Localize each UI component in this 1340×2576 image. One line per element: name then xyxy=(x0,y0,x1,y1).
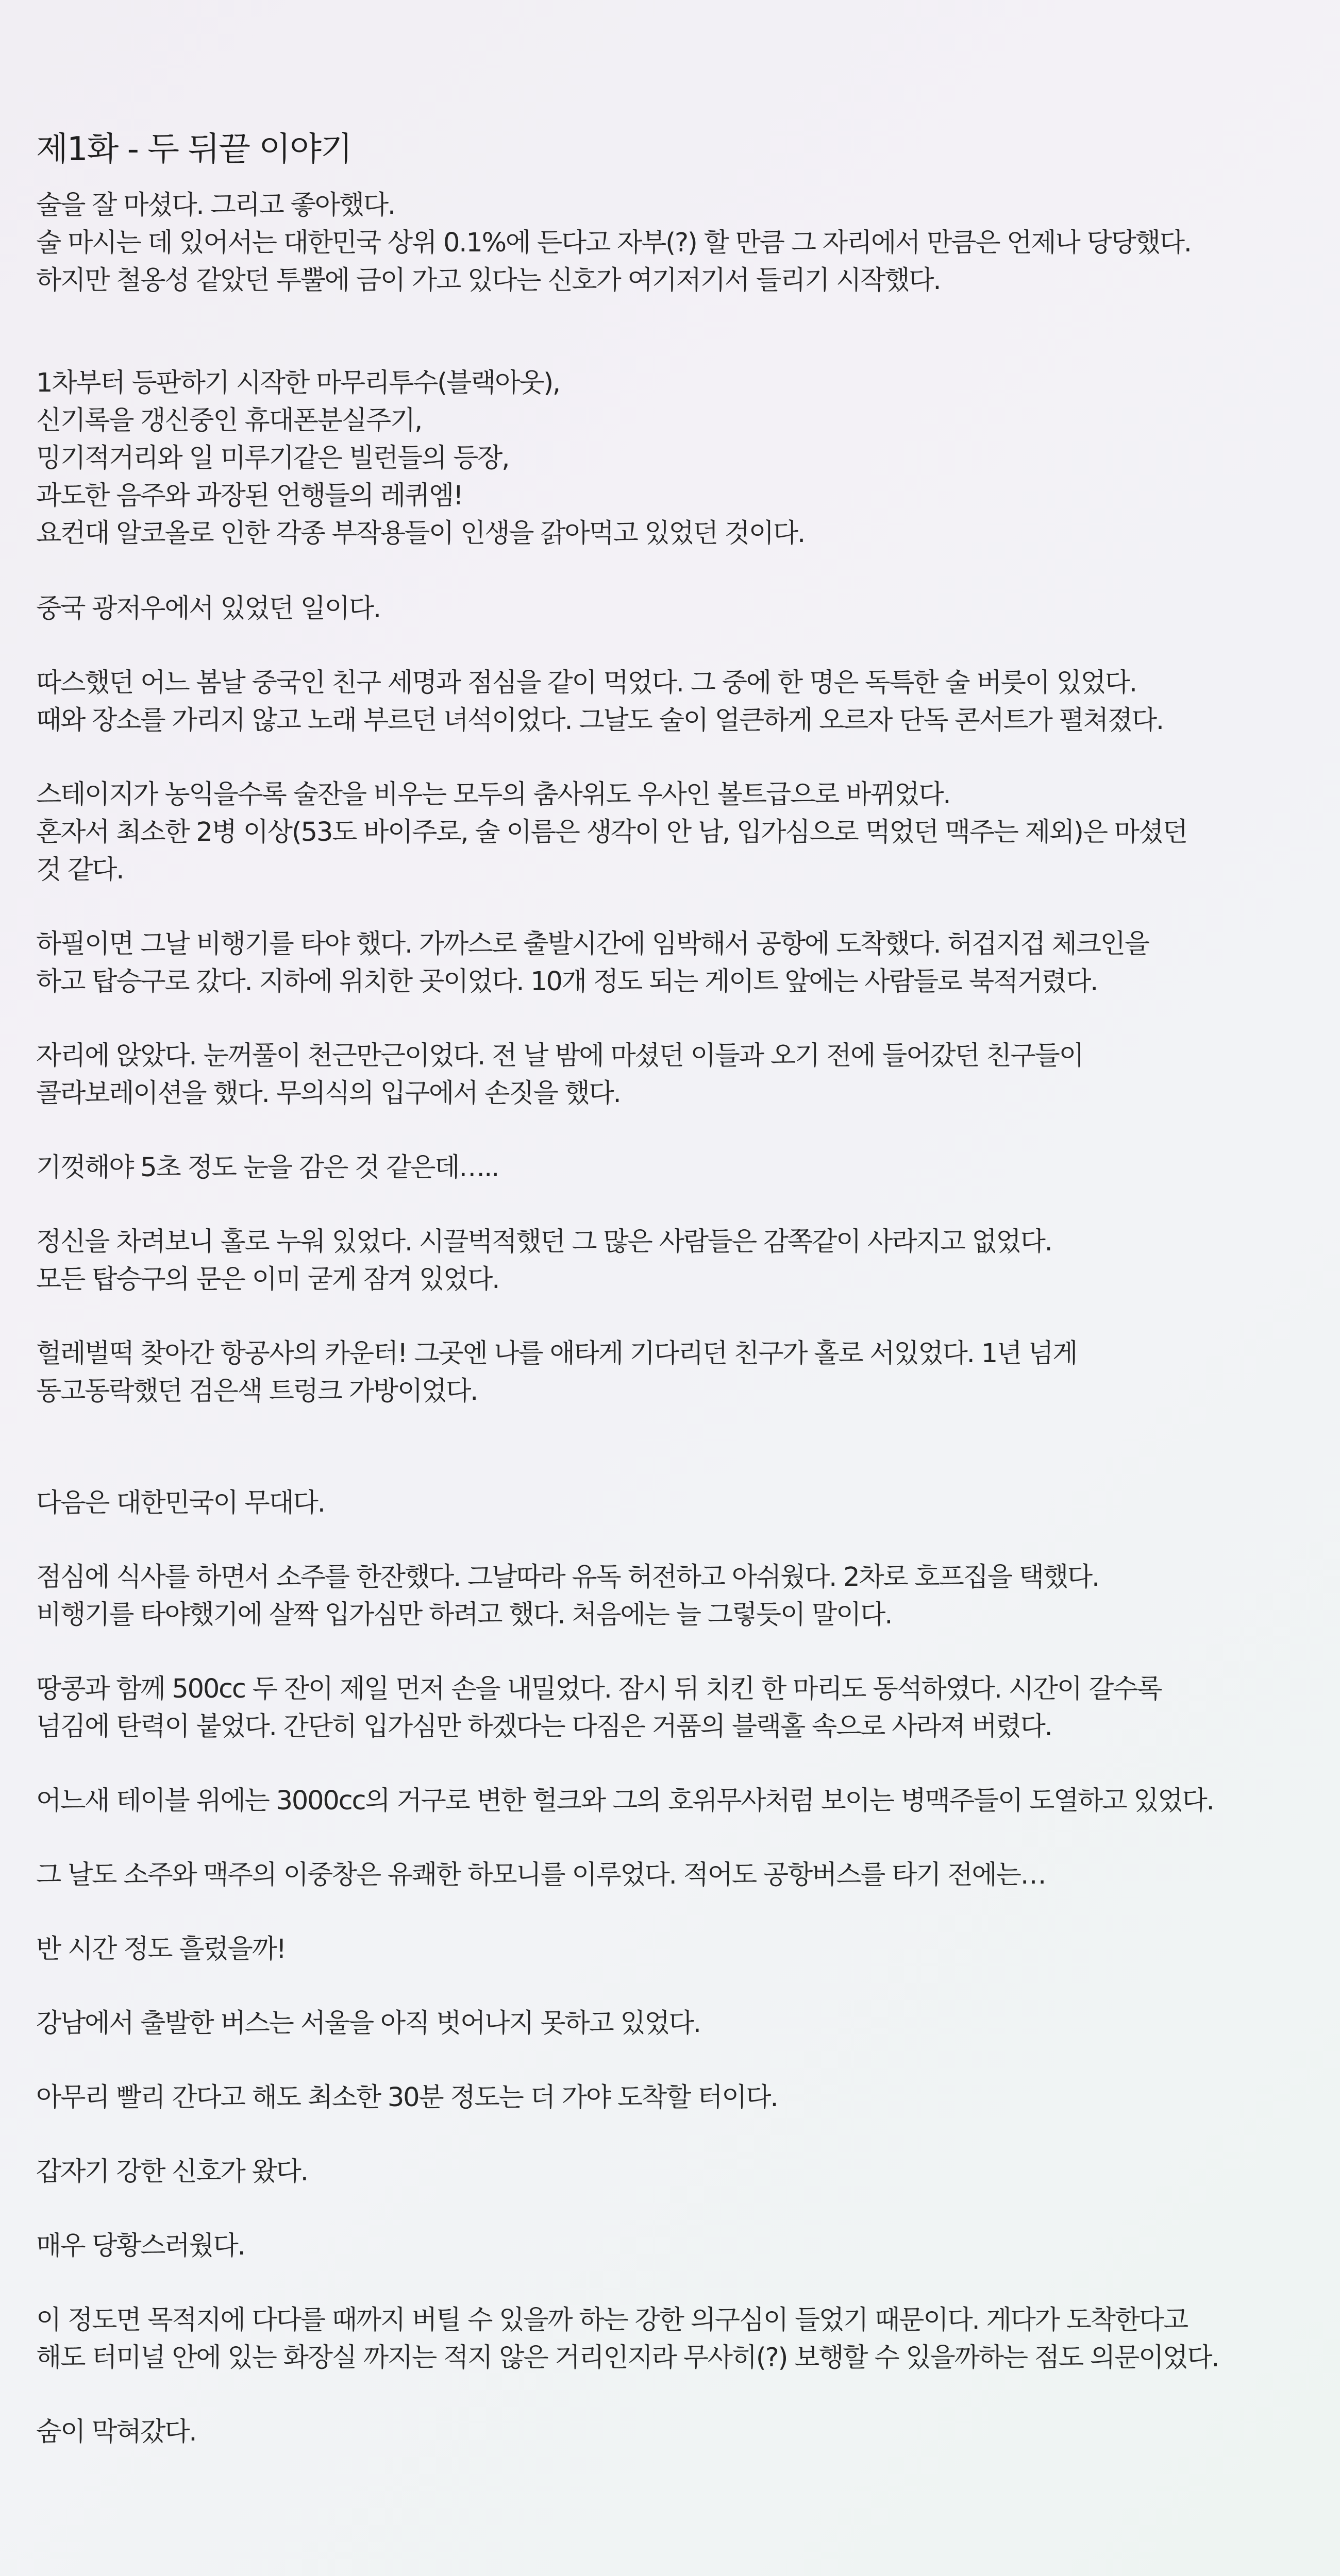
paragraph xyxy=(36,1670,1304,1745)
text-line: 따스했던 어느 봄날 중국인 친구 세명과 점심을 같이 먹었다. 그 중에 한 명은 독특한 술 버릇이 있었다. xyxy=(36,668,1136,698)
paragraph xyxy=(36,2079,1304,2116)
text-line: 다음은 대한민국이 무대다. xyxy=(36,1488,325,1518)
paragraph xyxy=(36,925,1304,1001)
paragraph xyxy=(36,2005,1304,2042)
text-line: 기껏해야 5초 정도 눈을 감은 것 같은데….. xyxy=(36,1153,499,1183)
paragraph xyxy=(36,1484,1304,1522)
text-line: 신기록을 갱신중인 휴대폰분실주기, xyxy=(36,405,422,436)
text-line: 반 시간 정도 흘렀을까! xyxy=(36,1934,286,1964)
text-line: 어느새 테이블 위에는 3000cc의 거구로 변한 헐크와 그의 호위무사처럼 보이는 병맥주들이 도열하고 있었다. xyxy=(36,1786,1214,1816)
text-line: 1차부터 등판하기 시작한 마무리투수(블랙아웃), xyxy=(36,368,560,398)
text-line: 하필이면 그날 비행기를 타야 했다. 가까스로 출발시간에 임박해서 공항에 도착했다. 허겁지겁 체크인을 xyxy=(36,929,1149,959)
paragraph xyxy=(36,187,1304,299)
paragraph xyxy=(36,2413,1304,2451)
paragraph xyxy=(36,590,1304,628)
text-line: 과도한 음주와 과장된 언행들의 레퀴엠! xyxy=(36,481,463,511)
paragraph xyxy=(36,1335,1304,1410)
text-line: 넘김에 탄력이 붙었다. 간단히 입가심만 하겠다는 다짐은 거품의 블랙홀 속으로 사라져 버렸다. xyxy=(36,1711,1052,1742)
text-line: 매우 당황스러웠다. xyxy=(36,2231,245,2261)
paragraph xyxy=(36,1149,1304,1187)
text-line: 헐레벌떡 찾아간 항공사의 카운터! 그곳엔 나를 애타게 기다리던 친구가 홀로 서있었다. 1년 넘게 xyxy=(36,1338,1077,1369)
chapter-title: 제1화 - 두 뒤끝 이야기 xyxy=(36,130,351,168)
text-line: 자리에 앉았다. 눈꺼풀이 천근만근이었다. 전 날 밤에 마셨던 이들과 오기 전에 들어갔던 친구들이 xyxy=(36,1041,1083,1071)
text-line: 이 정도면 목적지에 다다를 때까지 버틸 수 있을까 하는 강한 의구심이 들었기 때문이다. 게다가 도착한다고 xyxy=(36,2305,1188,2335)
text-line: 하고 탑승구로 갔다. 지하에 위치한 곳이었다. 10개 정도 되는 게이트 앞에는 사람들로 북적거렸다. xyxy=(36,967,1098,997)
text-line: 그 날도 소주와 맥주의 이중창은 유쾌한 하모니를 이루었다. 적어도 공항버스를 타기 전에는… xyxy=(36,1860,1046,1890)
paragraph xyxy=(36,1558,1304,1634)
text-line: 숨이 막혀갔다. xyxy=(36,2417,196,2447)
paragraph xyxy=(36,1856,1304,1894)
text-line: 점심에 식사를 하면서 소주를 한잔했다. 그날따라 유독 허전하고 아쉬웠다. 2차로 호프집을 택했다. xyxy=(36,1562,1099,1592)
paragraph xyxy=(36,1037,1304,1112)
story-body xyxy=(36,187,1304,2451)
text-line: 것 같다. xyxy=(36,855,124,885)
text-line: 술 마시는 데 있어서는 대한민국 상위 0.1%에 든다고 자부(?) 할 만큼 그 자리에서 만큼은 언제나 당당했다. xyxy=(36,228,1191,258)
text-line: 술을 잘 마셨다. 그리고 좋아했다. xyxy=(36,190,395,221)
text-line: 하지만 철옹성 같았던 투뿔에 금이 가고 있다는 신호가 여기저기서 들리기 시작했다. xyxy=(36,265,941,296)
text-line: 아무리 빨리 간다고 해도 최소한 30분 정도는 더 가야 도착할 터이다. xyxy=(36,2082,778,2113)
text-line: 요컨대 알코올로 인한 각종 부작용들이 인생을 갉아먹고 있었던 것이다. xyxy=(36,518,805,549)
paragraph xyxy=(36,1782,1304,1820)
text-line: 해도 터미널 안에 있는 화장실 까지는 적지 않은 거리인지라 무사히(?) 보행할 수 있을까하는 점도 의문이었다. xyxy=(36,2343,1219,2373)
text-line: 혼자서 최소한 2병 이상(53도 바이주로, 술 이름은 생각이 안 남, 입가심으로 먹었던 맥주는 제외)은 마셨던 xyxy=(36,817,1187,848)
text-line: 비행기를 타야했기에 살짝 입가심만 하려고 했다. 처음에는 늘 그렇듯이 말이다. xyxy=(36,1600,892,1630)
text-line: 중국 광저우에서 있었던 일이다. xyxy=(36,594,380,624)
text-line: 모든 탑승구의 문은 이미 굳게 잠겨 있었다. xyxy=(36,1264,499,1295)
text-line: 갑자기 강한 신호가 왔다. xyxy=(36,2157,308,2187)
text-line: 동고동락했던 검은색 트렁크 가방이었다. xyxy=(36,1376,478,1406)
text-line: 정신을 차려보니 홀로 누워 있었다. 시끌벅적했던 그 많은 사람들은 감쪽같이 사라지고 없었다. xyxy=(36,1227,1052,1257)
paragraph xyxy=(36,2301,1304,2377)
paragraph xyxy=(36,2153,1304,2191)
paragraph xyxy=(36,1930,1304,1968)
text-line: 땅콩과 함께 500cc 두 잔이 제일 먼저 손을 내밀었다. 잠시 뒤 치킨 한 마리도 동석하였다. 시간이 갈수록 xyxy=(36,1674,1162,1704)
text-line: 스테이지가 농익을수록 술잔을 비우는 모두의 춤사위도 우사인 볼트급으로 바뀌었다. xyxy=(36,779,950,810)
paragraph xyxy=(36,2227,1304,2265)
text-line: 때와 장소를 가리지 않고 노래 부르던 녀석이었다. 그날도 술이 얼큰하게 오르자 단독 콘서트가 펼쳐졌다. xyxy=(36,705,1163,736)
paragraph xyxy=(36,364,1304,552)
text-line: 콜라보레이션을 했다. 무의식의 입구에서 손짓을 했다. xyxy=(36,1078,621,1109)
paragraph xyxy=(36,776,1304,889)
text-line: 밍기적거리와 일 미루기같은 빌런들의 등장, xyxy=(36,443,509,473)
paragraph xyxy=(36,1223,1304,1298)
text-line: 강남에서 출발한 버스는 서울을 아직 벗어나지 못하고 있었다. xyxy=(36,2008,700,2039)
paragraph xyxy=(36,664,1304,739)
